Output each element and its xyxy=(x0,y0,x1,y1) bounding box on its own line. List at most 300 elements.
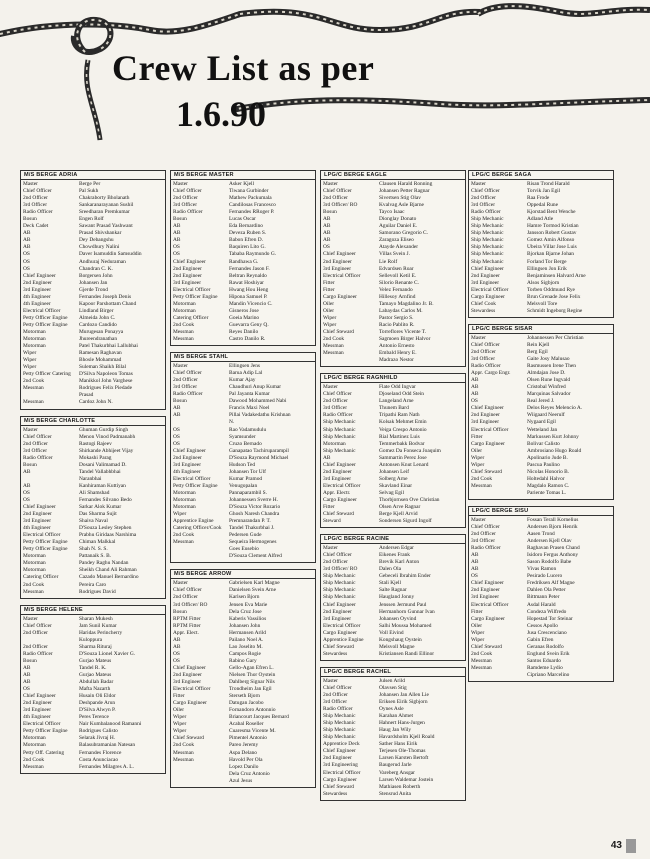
crew-name: Reyes Danilo xyxy=(229,328,259,335)
crew-row xyxy=(23,582,163,589)
crew-row xyxy=(173,518,313,525)
crew-row xyxy=(173,322,313,329)
crew-row xyxy=(471,244,611,251)
crew-rank: 2nd Officer xyxy=(23,195,48,202)
crew-name: Mafta Nazarth xyxy=(79,686,111,693)
crew-row xyxy=(323,727,463,734)
crew-row xyxy=(23,525,163,532)
crew-name: Andersen Bjorn Henrik xyxy=(527,524,578,531)
crew-row xyxy=(23,644,163,651)
crew-rank: Messman xyxy=(471,664,492,671)
crew-name: Jhureendranathan xyxy=(79,336,118,343)
crew-row xyxy=(23,181,163,188)
ship-name: LPG/C BERGE SISAR xyxy=(469,325,613,334)
crew-row xyxy=(173,244,313,251)
crew-name: Englund Svein Erik xyxy=(527,650,570,657)
crew-rank: Cargo Engineer xyxy=(323,293,357,300)
crew-rank: 3rd Engineer xyxy=(23,286,51,293)
crew-name: Hermansen Arild xyxy=(229,629,266,636)
crew-name: Raghavan Prasen Chand xyxy=(527,545,580,552)
crew-row xyxy=(471,616,611,623)
crew-row xyxy=(471,216,611,223)
crew-name: Selvag Egil xyxy=(379,489,405,496)
crew-rank: Electrical Officer xyxy=(23,307,61,314)
crew-row xyxy=(23,658,163,665)
crew-table xyxy=(468,506,614,682)
crew-rank: 3rd Engineer xyxy=(471,419,499,426)
crew-rank: 3rd Officer xyxy=(323,405,347,412)
crew-row xyxy=(23,202,163,209)
crew-name: Sarkar Alok Kumar xyxy=(79,504,122,511)
crew-name: Berge Kjell Arvid xyxy=(379,511,418,518)
crew-name: Tandel Vallabhbhai xyxy=(79,468,121,475)
crew-name: Campos Rogie xyxy=(229,650,261,657)
crew-name: Lao Joselito M. xyxy=(229,643,263,650)
crew-row xyxy=(173,679,313,686)
crew-rank: Chief Officer xyxy=(173,188,202,195)
crew-row xyxy=(471,342,611,349)
crew-name: Tandel Thakurbhai J. xyxy=(229,525,275,532)
crew-rank: Messman xyxy=(471,657,492,664)
crew-rank: Electrical Officer xyxy=(173,475,211,482)
crew-name: Shaiva Naval xyxy=(79,518,108,525)
crew-name: Karlsen Bjorn xyxy=(229,594,260,601)
crew-rank: Ship Mechanic xyxy=(471,258,504,265)
crew-row xyxy=(471,405,611,412)
crew-row xyxy=(23,280,163,287)
crew-name: Beltran Reynaldo xyxy=(229,272,267,279)
crew-table xyxy=(20,416,166,599)
crew-name: Sharma Rituraj xyxy=(79,643,112,650)
crew-name: Edvardsen Roar xyxy=(379,265,414,272)
crew-rank: 2nd Officer xyxy=(471,195,496,202)
crew-rank: Ship Mechanic xyxy=(323,734,356,741)
crew-rank: AB xyxy=(323,223,331,230)
crew-row xyxy=(173,623,313,630)
crew-rank: 2nd Engineer xyxy=(323,608,352,615)
crew-row xyxy=(23,322,163,329)
crew-rank xyxy=(471,490,527,497)
crew-name: Isidoro Fergus Anthony xyxy=(527,552,579,559)
crew-row xyxy=(173,750,313,757)
crew-name: Jansson Robert Gustav xyxy=(527,230,577,237)
crew-row xyxy=(23,476,163,483)
crew-rank: Bosun xyxy=(173,608,187,615)
crew-name: Voll Eivind xyxy=(379,629,404,636)
crew-name: Dalen Ola xyxy=(379,566,402,573)
crew-row xyxy=(23,623,163,630)
crew-row xyxy=(323,357,463,364)
crew-rank: AB xyxy=(23,672,31,678)
crew-rank: Motorman xyxy=(23,343,46,350)
crew-row xyxy=(173,707,313,714)
crew-rank: AB xyxy=(323,230,331,237)
crew-rank: 2nd Engineer xyxy=(173,672,202,678)
crew-row xyxy=(471,573,611,580)
crew-rank: Wiper xyxy=(173,511,187,518)
crew-name: Melsvoll Tore xyxy=(527,300,558,307)
crew-row xyxy=(323,434,463,441)
crew-row xyxy=(23,462,163,469)
crew-name: Sellevoll Ketil E. xyxy=(379,272,417,279)
crew-name: Ghuman Gurdip Singh xyxy=(79,426,129,433)
crew-name: Pascua Paulino xyxy=(527,461,560,468)
crew-rank: 2nd Cook xyxy=(23,378,45,385)
crew-name: Langeland Arne xyxy=(379,398,414,405)
crew-rank: 2nd Cook xyxy=(471,475,493,482)
crew-row xyxy=(23,343,163,350)
crew-rank: Ship Mechanic xyxy=(323,447,356,454)
crew-rank: Petty Officer Engine xyxy=(23,321,68,328)
crew-name: Dela Cruz Antonio xyxy=(229,770,270,777)
crew-rank: Ship Mechanic xyxy=(323,727,356,734)
crew-name: Cruzo Bernado xyxy=(229,440,262,447)
crew-name: Wiigaard Neerulf xyxy=(527,412,565,419)
crew-row xyxy=(173,223,313,230)
crew-name: Eikenes Frank xyxy=(379,552,410,559)
crew-row xyxy=(23,518,163,525)
crew-name: Kjorstad Bent Wenche xyxy=(527,209,576,216)
crew-row xyxy=(471,356,611,363)
crew-rank: Chief Engineer xyxy=(323,601,356,608)
crew-rank: Ship Mechanic xyxy=(323,713,356,720)
crew-row xyxy=(173,602,313,609)
crew-row xyxy=(23,504,163,511)
crew-name: Balasubramanian Natesan xyxy=(79,742,136,749)
crew-name: Johansen Oyvind xyxy=(379,615,417,622)
crew-row xyxy=(173,370,313,377)
crew-name: Dey Debangshu xyxy=(79,237,114,244)
crew-rank: Motorman xyxy=(173,496,196,503)
ship-name: M/S BERGE ADRIA xyxy=(21,171,165,180)
crew-rank: 3rd Engineer xyxy=(173,279,201,286)
crew-rank: Radio Officer xyxy=(471,209,501,216)
crew-name: Clausen Harald Ronning xyxy=(379,181,433,187)
page-number: 43 xyxy=(610,840,622,851)
crew-row xyxy=(323,195,463,202)
crew-row xyxy=(23,707,163,714)
crew-row xyxy=(323,504,463,511)
crew-name: Hillesoy Arnfind xyxy=(379,293,416,300)
crew-rank: Messman xyxy=(173,336,194,343)
crew-row xyxy=(23,589,163,596)
crew-row xyxy=(323,469,463,476)
crew-rank: Radio Officer xyxy=(323,706,353,713)
crew-name: Jensen Eva Marie xyxy=(229,601,268,608)
crew-row xyxy=(323,602,463,609)
ship-name: M/S BERGE MASTER xyxy=(171,171,315,180)
crew-name: Jusa Crescenciano xyxy=(527,629,567,636)
crew-name: Bittmann Peter xyxy=(527,594,560,601)
crew-name: Goes Eusebio xyxy=(229,546,259,553)
crew-name: Azul Jesus xyxy=(229,777,253,784)
crew-name: Stali Kjell xyxy=(379,580,402,587)
crew-rank: Messman xyxy=(23,588,44,595)
crew-rank: Chief Officer xyxy=(173,370,202,377)
crew-rank: Bosun xyxy=(173,398,187,405)
crew-rank: OS xyxy=(173,433,180,440)
crew-row xyxy=(23,483,163,490)
crew-name: Cazado Manuel Bernardino xyxy=(79,574,139,581)
crew-name: Nygaard Egil xyxy=(527,419,556,426)
crew-name: Antonio Ernesto xyxy=(379,343,415,350)
crew-name: Andersen Edgar xyxy=(379,545,414,552)
crew-rank: Chief Engineer xyxy=(471,265,504,272)
crew-rank: Chief Officer xyxy=(471,524,500,531)
crew-name: Alsos Sigbjorn xyxy=(527,279,560,286)
crew-row xyxy=(173,476,313,483)
crew-row xyxy=(173,714,313,721)
crew-row xyxy=(23,750,163,757)
crew-name: Benjaminsen Halvard Arne xyxy=(527,272,586,279)
crew-rank: 3rd Officer xyxy=(173,384,197,391)
crew-name: Sheikh Chand Ali Rahman xyxy=(79,567,137,574)
crew-rank: Radio Officer xyxy=(173,209,203,216)
crew-row xyxy=(471,259,611,266)
crew-row xyxy=(471,602,611,609)
crew-name: Rein Kjell xyxy=(527,341,550,348)
crew-row xyxy=(173,230,313,237)
crew-rank: 2nd Officer xyxy=(173,377,198,384)
crew-rank xyxy=(173,764,229,771)
crew-rank: 2nd Officer xyxy=(173,195,198,202)
crew-row xyxy=(23,294,163,301)
crew-name: Ellingsen Jon Erik xyxy=(527,265,567,272)
crew-name: Condeza Wilfredo xyxy=(527,608,567,615)
crew-row xyxy=(173,301,313,308)
crew-row xyxy=(173,764,313,771)
crew-name: Fornandoro Antonnio xyxy=(229,707,276,714)
crew-rank: 2nd Engineer xyxy=(471,587,500,594)
crew-row xyxy=(323,419,463,426)
crew-name: Selarak Jivraj H. xyxy=(79,735,116,742)
list-date: 1.6.90 xyxy=(176,94,266,134)
crew-row xyxy=(23,637,163,644)
crew-name: Tandel R. K. xyxy=(79,664,107,671)
crew-row xyxy=(471,531,611,538)
crew-row xyxy=(471,665,611,672)
crew-name: Hermanhorn Gunnar Ivan xyxy=(379,608,435,615)
crew-row xyxy=(173,308,313,315)
crew-rank: Motorman xyxy=(173,307,196,314)
crew-row xyxy=(23,195,163,202)
crew-rank xyxy=(323,357,379,364)
crew-name: Cardozo Candido xyxy=(79,321,117,328)
crew-row xyxy=(471,483,611,490)
crew-rank: Master xyxy=(173,181,188,187)
crew-rank: Petty Officer Engine xyxy=(23,314,68,321)
crew-rank: 4th Engineer xyxy=(23,525,51,532)
crew-name: Abdullah Badar xyxy=(79,679,114,686)
crew-row xyxy=(323,573,463,580)
crew-row xyxy=(173,735,313,742)
crew-table xyxy=(468,170,614,318)
crew-name: Thorbjornsen Ove Christian xyxy=(379,496,440,503)
crew-name: Manikkol John Varghese xyxy=(79,378,133,385)
crew-name: Gebeceli Ibrahim Ender xyxy=(379,573,431,580)
crew-rank: Oiler xyxy=(323,307,335,314)
crew-row xyxy=(323,427,463,434)
crew-row xyxy=(173,434,313,441)
crew-row xyxy=(323,181,463,188)
crew-name: Pal Jayanta Kumar xyxy=(229,391,270,398)
crew-name: Eda Bernardino xyxy=(229,223,263,230)
crew-name: Kolsak Mehmet Emin xyxy=(379,419,427,426)
crew-name: Atayde Alexander xyxy=(379,244,419,251)
crew-rank: Master xyxy=(323,181,338,187)
crew-row xyxy=(23,357,163,364)
crew-row xyxy=(173,511,313,518)
crew-row xyxy=(173,672,313,679)
crew-row xyxy=(323,398,463,405)
crew-row xyxy=(23,742,163,749)
crew-name: Guevarra Geny Q. xyxy=(229,321,269,328)
crew-name: N. xyxy=(229,419,235,426)
crew-name: Sterseth Bjorn xyxy=(229,693,260,700)
crew-row xyxy=(323,552,463,559)
crew-rank: OS xyxy=(23,489,30,496)
crew-rank xyxy=(173,553,229,560)
crew-rank: 3rd Engineer xyxy=(471,594,499,601)
crew-rank: Cargo Engineer xyxy=(173,700,207,707)
crew-name: Lie Rolf xyxy=(379,258,398,265)
crew-rank: 3rd Engineer xyxy=(23,707,51,714)
crew-name: Sondersen Sigurd Ingolf xyxy=(379,518,432,525)
crew-row xyxy=(173,651,313,658)
crew-rank: AB xyxy=(23,468,31,475)
crew-row xyxy=(173,700,313,707)
crew-rank: Wiper xyxy=(173,721,187,728)
crew-rank: 2nd Engineer xyxy=(23,279,52,286)
crew-name: Villas Svein J. xyxy=(379,251,410,258)
crew-rank: OS xyxy=(323,244,330,251)
crew-row xyxy=(23,209,163,216)
crew-name: Husain Oli Eldor xyxy=(79,693,116,700)
crew-name: Pannaparambil S. xyxy=(229,489,268,496)
crew-rank: Chief Officer xyxy=(323,684,352,691)
crew-rank: Motorman xyxy=(23,560,46,567)
crew-rank: 3rd Engineer xyxy=(323,615,351,622)
crew-rank: Radio Officer xyxy=(23,454,53,461)
crew-name: Gabrielsen Karl Magne xyxy=(229,580,280,587)
crew-row xyxy=(323,280,463,287)
crew-name: Pariente Tomas L. xyxy=(527,489,567,496)
crew-row xyxy=(173,665,313,672)
crew-name: Pillai Vadakedathu Krishnan xyxy=(229,412,291,419)
crew-rank: OS xyxy=(173,244,180,251)
crew-name: Nicolas Honorio B. xyxy=(527,468,570,475)
crew-name: Mokashi Parag xyxy=(79,454,112,461)
crew-row xyxy=(173,580,313,587)
crew-name: Salte Ragnar xyxy=(379,587,407,594)
crew-row xyxy=(173,637,313,644)
crew-row xyxy=(23,244,163,251)
crew-row xyxy=(471,349,611,356)
crew-rank xyxy=(23,637,79,644)
crew-rank: OS xyxy=(173,440,180,447)
crew-name: Julsen Arild xyxy=(379,677,405,684)
crew-row xyxy=(471,230,611,237)
crew-rank: AB xyxy=(323,454,331,461)
crew-rank: 4th Engineer xyxy=(173,468,201,475)
crew-name: Temmerbakk Bodvar xyxy=(379,440,425,447)
crew-rank: 2nd Cook xyxy=(173,321,195,328)
crew-row xyxy=(173,532,313,539)
crew-rank: Electrical Officer xyxy=(323,272,361,279)
crew-rank: Wiper xyxy=(471,629,485,636)
crew-rank: 2nd Engineer xyxy=(471,272,500,279)
crew-table xyxy=(320,373,466,528)
crew-name: Real Jered J. xyxy=(527,398,555,405)
crew-name: D'Souza Clement Alfred xyxy=(229,553,282,560)
crew-table xyxy=(170,170,316,346)
crew-rank: 2nd Officer xyxy=(23,440,48,447)
crew-name: Chiman Malkkal xyxy=(79,539,116,546)
crew-name: Schmidt Ingeborg Regine xyxy=(527,307,583,314)
crew-row xyxy=(323,734,463,741)
ship-name: LPG/C BERGE RACINE xyxy=(321,535,465,544)
crew-row xyxy=(471,251,611,258)
crew-name: Apolinario Jude B. xyxy=(527,454,568,461)
crew-name: Berg Egil xyxy=(527,348,548,355)
crew-rank: Stewardess xyxy=(471,307,496,314)
crew-rank: Steward xyxy=(323,518,341,525)
crew-row xyxy=(173,329,313,336)
crew-name: Suleman Shaikh Bilal xyxy=(79,364,127,371)
crew-row xyxy=(23,679,163,686)
crew-name: Veiga Crespo Antonio xyxy=(379,426,427,433)
crew-row xyxy=(23,427,163,434)
crew-name: Pedersen Gude xyxy=(229,532,262,539)
crew-name: Brevik Karl Anton xyxy=(379,559,420,566)
crew-name: Aguilar Daniel E. xyxy=(379,223,418,230)
crew-row xyxy=(471,391,611,398)
crew-rank: Cargo Engineer xyxy=(471,293,505,300)
crew-name: Johansen Leif xyxy=(379,468,410,475)
crew-rank: Radio Officer xyxy=(23,209,53,216)
crew-row xyxy=(471,462,611,469)
crew-name: Ramesan Raghavan xyxy=(79,350,122,357)
crew-rank: Bosun xyxy=(23,216,37,223)
crew-row xyxy=(173,658,313,665)
crew-row xyxy=(323,559,463,566)
crew-rank: Chief Engineer xyxy=(323,461,356,468)
crew-row xyxy=(323,609,463,616)
crew-name: Aasen Trond xyxy=(527,531,555,538)
crew-name: Forland Tor Berge xyxy=(527,258,567,265)
crew-name: Ambrosiano Hugo Roald xyxy=(527,447,582,454)
crew-rank: AB xyxy=(23,664,31,671)
crew-name: Haug Jan Wily xyxy=(379,727,412,734)
crew-rank: 2nd Officer xyxy=(23,629,48,636)
crew-name: D'Souza Lesley Stephen xyxy=(79,525,132,532)
crew-row xyxy=(471,538,611,545)
crew-rank: 2nd Officer xyxy=(323,398,348,405)
crew-rank: Chief Steward xyxy=(471,643,502,650)
crew-name: Holtedahl Halvor xyxy=(527,475,565,482)
crew-name: Solberg Arne xyxy=(379,475,408,482)
crew-row xyxy=(323,720,463,727)
crew-name: Risan Trond Harald xyxy=(527,181,570,187)
crew-row xyxy=(323,336,463,343)
crew-row xyxy=(23,553,163,560)
crew-rank xyxy=(471,672,527,679)
crew-row xyxy=(323,637,463,644)
crew-row xyxy=(323,692,463,699)
crew-row xyxy=(323,713,463,720)
crew-row xyxy=(23,237,163,244)
crew-rank: Master xyxy=(471,516,486,523)
